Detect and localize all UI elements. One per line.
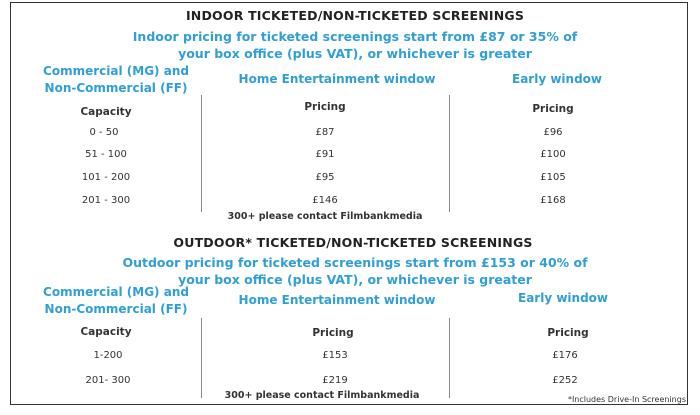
outdoor-title: OUTDOOR* TICKETED/NON-TICKETED SCREENINGS: [173, 235, 533, 250]
outdoor-subtitle-line-1: Outdoor pricing for ticketed screenings start from £153 or 40% of: [122, 255, 588, 270]
outdoor-category: [43, 284, 189, 318]
indoor-home-price-cell: £146: [312, 195, 338, 206]
outdoor-category-line-1: Commercial (MG) and: [43, 285, 189, 299]
outdoor-category-line-2: Non-Commercial (FF): [44, 302, 188, 316]
outdoor-early-window-header: Early window: [518, 291, 608, 305]
outdoor-early-price-cell: £176: [552, 350, 578, 361]
outdoor-capacity-cell: 1-200: [93, 350, 123, 361]
indoor-capacity-label: Capacity: [80, 106, 132, 118]
outdoor-home-window-header: Home Entertainment window: [238, 293, 436, 307]
outdoor-capacity-cell: 201- 300: [85, 375, 131, 386]
indoor-subtitle-line-1: Indoor pricing for ticketed screenings start from £87 or 35% of: [132, 29, 578, 44]
outdoor-subtitle: [122, 254, 587, 288]
indoor-capacity-cell: 51 - 100: [85, 149, 127, 160]
outdoor-capacity-label: Capacity: [80, 326, 132, 338]
indoor-subtitle-line-2: your box office (plus VAT), or whichever is greater: [178, 46, 532, 61]
indoor-divider-right: [449, 95, 450, 212]
indoor-early-window-header: Early window: [512, 72, 602, 86]
indoor-subtitle: [133, 28, 577, 62]
indoor-home-price-cell: £91: [315, 149, 335, 160]
indoor-early-pricing-label: Pricing: [532, 103, 574, 115]
outdoor-subtitle-line-2: your box office (plus VAT), or whichever is greater: [178, 272, 532, 287]
indoor-title: INDOOR TICKETED/NON-TICKETED SCREENINGS: [185, 8, 525, 23]
indoor-home-window-header: Home Entertainment window: [238, 72, 436, 86]
indoor-category-line-1: Commercial (MG) and: [43, 64, 189, 78]
outdoor-divider-left: [201, 318, 202, 398]
indoor-early-price-cell: £168: [540, 195, 566, 206]
outdoor-home-pricing-label: Pricing: [312, 327, 354, 339]
outdoor-contact-note: 300+ please contact Filmbankmedia: [224, 390, 420, 401]
indoor-capacity-cell: 0 - 50: [89, 127, 119, 138]
indoor-early-price-cell: £96: [543, 127, 563, 138]
outdoor-divider-right: [449, 318, 450, 398]
indoor-divider-left: [201, 95, 202, 212]
outdoor-home-price-cell: £219: [322, 375, 348, 386]
indoor-home-price-cell: £95: [315, 172, 335, 183]
indoor-category: [43, 63, 189, 97]
indoor-contact-note: 300+ please contact Filmbankmedia: [227, 211, 423, 222]
indoor-early-price-cell: £100: [540, 149, 566, 160]
indoor-early-price-cell: £105: [540, 172, 566, 183]
indoor-category-line-2: Non-Commercial (FF): [44, 81, 188, 95]
outdoor-home-price-cell: £153: [322, 350, 348, 361]
indoor-home-pricing-label: Pricing: [304, 101, 346, 113]
indoor-capacity-cell: 101 - 200: [81, 172, 131, 183]
outdoor-early-price-cell: £252: [552, 375, 578, 386]
indoor-home-price-cell: £87: [315, 127, 335, 138]
indoor-capacity-cell: 201 - 300: [81, 195, 131, 206]
drive-in-footnote: *Includes Drive-In Screenings: [567, 395, 686, 404]
outdoor-early-pricing-label: Pricing: [547, 327, 589, 339]
